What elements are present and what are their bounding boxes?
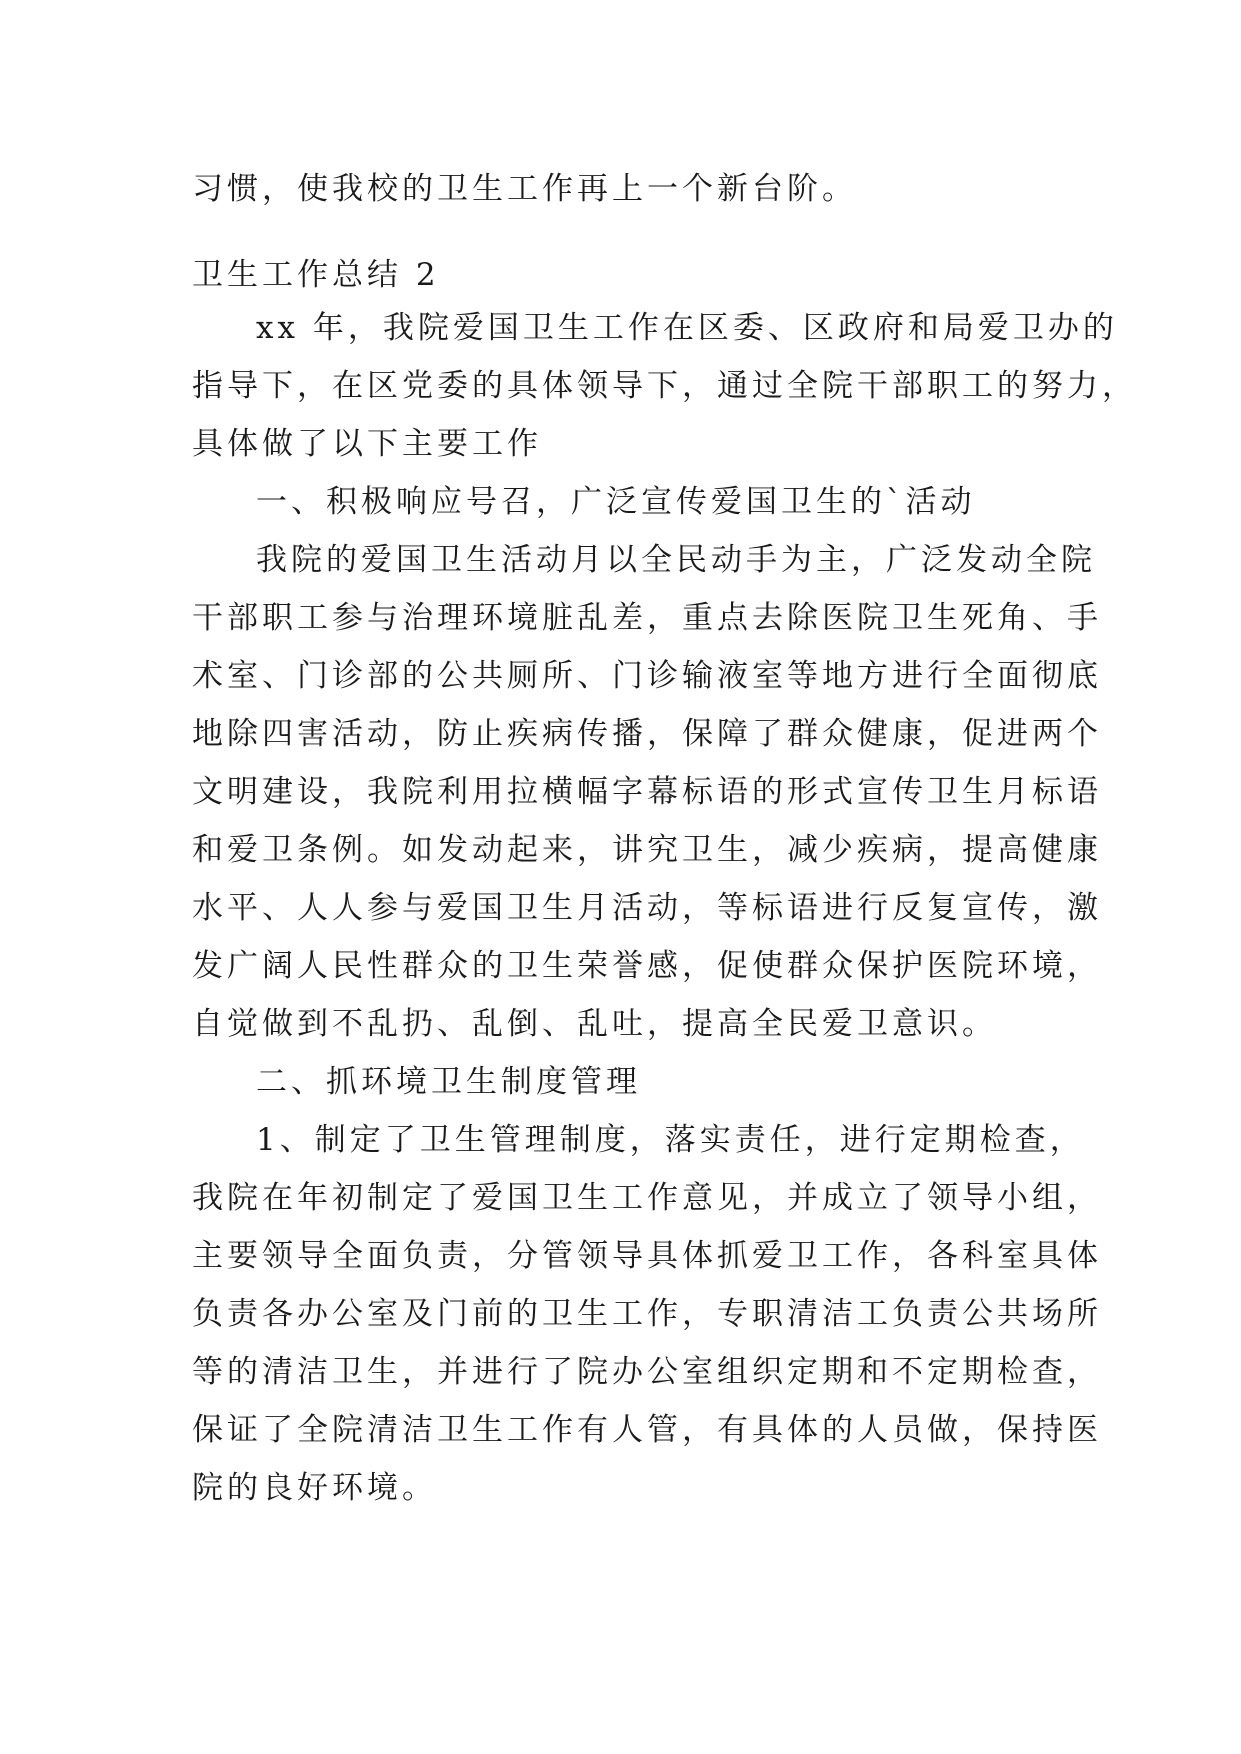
paragraph-line: xx 年，我院爱国卫生工作在区委、区政府和局爱卫办的 <box>256 310 1118 346</box>
paragraph-line: 一、积极响应号召，广泛宣传爱国卫生的`活动 <box>256 484 976 520</box>
paragraph-line: 发广阔人民性群众的卫生荣誉感，促使群众保护医院环境， <box>192 948 1102 984</box>
paragraph-line: 我院在年初制定了爱国卫生工作意见，并成立了领导小组， <box>192 1180 1102 1216</box>
paragraph-line: 术室、门诊部的公共厕所、门诊输液室等地方进行全面彻底 <box>192 658 1102 694</box>
section-title: 卫生工作总结 2 <box>192 257 440 293</box>
continuation-line: 习惯，使我校的卫生工作再上一个新台阶。 <box>192 171 857 207</box>
paragraph-line: 院的良好环境。 <box>192 1470 437 1506</box>
paragraph-line: 指导下，在区党委的具体领导下，通过全院干部职工的努力， <box>192 368 1137 404</box>
paragraph-line: 等的清洁卫生，并进行了院办公室组织定期和不定期检查， <box>192 1354 1102 1390</box>
paragraph-line: 1、制定了卫生管理制度，落实责任，进行定期检查， <box>256 1122 1085 1158</box>
body-text <box>192 299 1137 1517</box>
paragraph-line: 保证了全院清洁卫生工作有人管，有具体的人员做，保持医 <box>192 1412 1102 1448</box>
paragraph-line: 干部职工参与治理环境脏乱差，重点去除医院卫生死角、手 <box>192 600 1102 636</box>
paragraph-line: 和爱卫条例。如发动起来，讲究卫生，减少疾病，提高健康 <box>192 832 1102 868</box>
paragraph-line: 二、抓环境卫生制度管理 <box>256 1064 641 1100</box>
paragraph-line: 自觉做到不乱扔、乱倒、乱吐，提高全民爱卫意识。 <box>192 1006 997 1042</box>
paragraph-line: 水平、人人参与爱国卫生月活动，等标语进行反复宣传，激 <box>192 890 1102 926</box>
top-line <box>192 160 1062 218</box>
section-title-block <box>192 246 1062 304</box>
paragraph-line: 具体做了以下主要工作 <box>192 426 542 462</box>
paragraph-line: 我院的爱国卫生活动月以全民动手为主，广泛发动全院 <box>256 542 1096 578</box>
paragraph-line: 主要领导全面负责，分管领导具体抓爱卫工作，各科室具体 <box>192 1238 1102 1274</box>
paragraph-line: 文明建设，我院利用拉横幅字幕标语的形式宣传卫生月标语 <box>192 774 1102 810</box>
paragraph-line: 负责各办公室及门前的卫生工作，专职清洁工负责公共场所 <box>192 1296 1102 1332</box>
paragraph-line: 地除四害活动，防止疾病传播，保障了群众健康，促进两个 <box>192 716 1102 752</box>
